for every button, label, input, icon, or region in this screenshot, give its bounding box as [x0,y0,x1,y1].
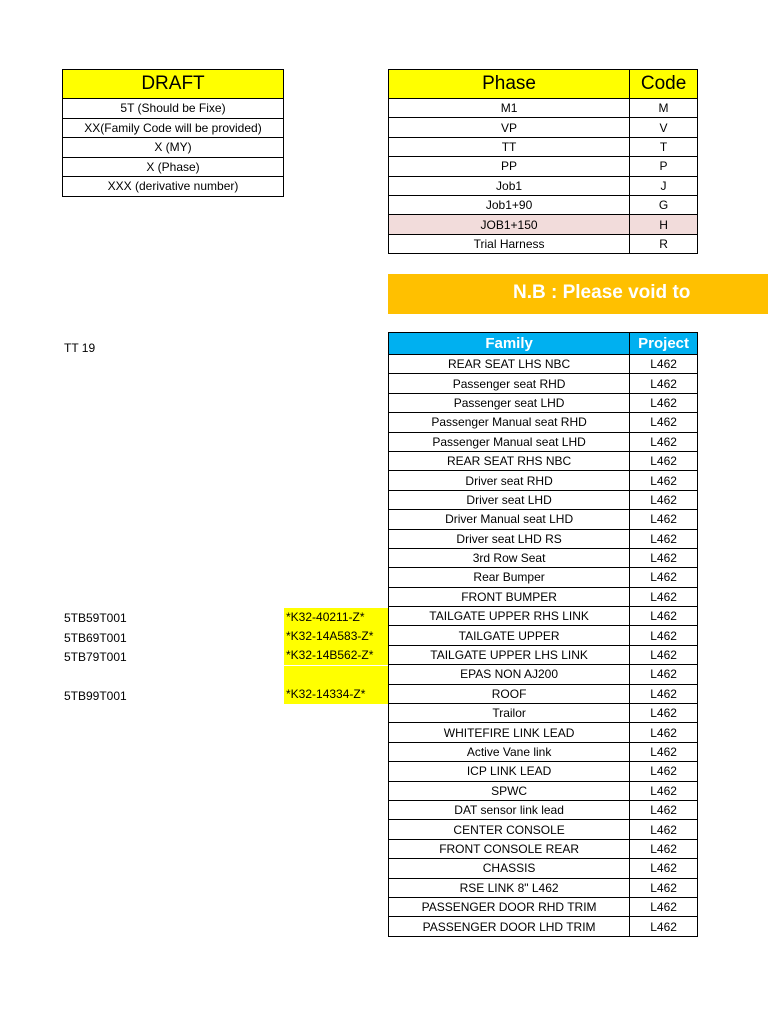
table-row [389,548,698,567]
project-cell[interactable]: L462 [630,432,698,451]
table-row [389,393,698,412]
family-cell[interactable]: WHITEFIRE LINK LEAD [389,723,630,742]
family-cell[interactable]: SPWC [389,781,630,800]
code-header[interactable]: Code [630,70,698,99]
part-number[interactable]: 5TB99T001 [64,689,127,703]
family-cell[interactable]: 3rd Row Seat [389,548,630,567]
project-cell[interactable]: L462 [630,762,698,781]
phase-cell[interactable]: PP [389,157,630,176]
family-cell[interactable]: TAILGATE UPPER LHS LINK [389,645,630,664]
family-cell[interactable]: Trailor [389,704,630,723]
table-row [389,176,698,195]
family-cell[interactable]: FRONT BUMPER [389,587,630,606]
phase-cell[interactable]: VP [389,118,630,137]
family-cell[interactable]: REAR SEAT RHS NBC [389,451,630,470]
table-row [389,820,698,839]
project-cell[interactable]: L462 [630,510,698,529]
project-cell[interactable]: L462 [630,355,698,374]
family-cell[interactable]: DAT sensor link lead [389,800,630,819]
table-row [389,490,698,509]
part-reference[interactable]: *K32-14B562-Z* [284,646,388,665]
project-cell[interactable]: L462 [630,897,698,916]
draft-row[interactable]: 5T (Should be Fixe) [63,99,284,119]
family-cell[interactable]: RSE LINK 8" L462 [389,878,630,897]
family-cell[interactable]: ICP LINK LEAD [389,762,630,781]
table-row [389,587,698,606]
table-row [389,684,698,703]
code-cell[interactable]: M [630,99,698,118]
table-row [389,878,698,897]
project-cell[interactable]: L462 [630,665,698,684]
family-cell[interactable]: Passenger seat RHD [389,374,630,393]
table-row [389,157,698,176]
project-cell[interactable]: L462 [630,917,698,936]
table-row [389,118,698,137]
project-cell[interactable]: L462 [630,820,698,839]
table-row [389,568,698,587]
code-cell[interactable]: P [630,157,698,176]
code-cell[interactable]: J [630,176,698,195]
project-cell[interactable]: L462 [630,859,698,878]
project-cell[interactable]: L462 [630,704,698,723]
part-number[interactable]: 5TB69T001 [64,631,127,645]
phase-cell[interactable]: TT [389,137,630,156]
table-row [389,800,698,819]
family-cell[interactable]: Passenger Manual seat RHD [389,413,630,432]
table-row [389,704,698,723]
empty-highlight-cell[interactable] [284,666,388,685]
family-cell[interactable]: PASSENGER DOOR RHD TRIM [389,897,630,916]
part-number[interactable]: 5TB59T001 [64,611,127,625]
table-row [389,215,698,234]
tt-label[interactable]: TT 19 [64,341,96,355]
table-row [389,859,698,878]
project-cell[interactable]: L462 [630,587,698,606]
project-cell[interactable]: L462 [630,626,698,645]
family-cell[interactable]: TAILGATE UPPER RHS LINK [389,607,630,626]
family-cell[interactable]: Active Vane link [389,742,630,761]
note-banner[interactable]: N.B : Please void to [388,274,768,314]
family-cell[interactable]: CHASSIS [389,859,630,878]
part-reference[interactable]: *K32-14334-Z* [284,685,388,704]
table-row [389,917,698,936]
table-row [389,529,698,548]
family-cell[interactable]: REAR SEAT LHS NBC [389,355,630,374]
table-row [389,355,698,374]
project-cell[interactable]: L462 [630,374,698,393]
table-row [389,742,698,761]
family-cell[interactable]: FRONT CONSOLE REAR [389,839,630,858]
code-cell[interactable]: T [630,137,698,156]
family-cell[interactable]: Driver Manual seat LHD [389,510,630,529]
table-row [389,607,698,626]
family-cell[interactable]: Driver seat RHD [389,471,630,490]
table-row [389,413,698,432]
project-cell[interactable]: L462 [630,393,698,412]
project-cell[interactable]: L462 [630,781,698,800]
project-cell[interactable]: L462 [630,451,698,470]
family-cell[interactable]: EPAS NON AJ200 [389,665,630,684]
family-cell[interactable]: Driver seat LHD [389,490,630,509]
table-row [389,665,698,684]
project-cell[interactable]: L462 [630,471,698,490]
family-cell[interactable]: ROOF [389,684,630,703]
table-row [389,471,698,490]
table-row [389,897,698,916]
table-row [389,234,698,253]
phase-cell[interactable]: JOB1+150 [389,215,630,234]
project-cell[interactable]: L462 [630,413,698,432]
family-table-body [389,355,698,937]
project-cell[interactable]: L462 [630,839,698,858]
project-cell[interactable]: L462 [630,878,698,897]
table-row [389,626,698,645]
family-cell[interactable]: Rear Bumper [389,568,630,587]
project-header[interactable]: Project [630,333,698,355]
draft-table [62,69,284,197]
phase-cell[interactable]: M1 [389,99,630,118]
project-cell[interactable]: L462 [630,800,698,819]
project-cell[interactable]: L462 [630,568,698,587]
table-row [389,195,698,214]
phase-cell[interactable]: Job1 [389,176,630,195]
code-cell[interactable]: V [630,118,698,137]
phase-cell[interactable]: Trial Harness [389,234,630,253]
project-cell[interactable]: L462 [630,723,698,742]
project-cell[interactable]: L462 [630,684,698,703]
part-reference[interactable]: *K32-14A583-Z* [284,627,388,646]
project-cell[interactable]: L462 [630,490,698,509]
draft-row[interactable]: X (MY) [63,138,284,158]
project-cell[interactable]: L462 [630,645,698,664]
phase-cell[interactable]: Job1+90 [389,195,630,214]
table-row [389,432,698,451]
table-row [389,839,698,858]
table-row [389,374,698,393]
table-row [389,99,698,118]
phase-code-table [388,69,698,254]
project-cell[interactable]: L462 [630,529,698,548]
table-row [389,762,698,781]
table-row [389,781,698,800]
draft-row[interactable]: X (Phase) [63,157,284,177]
draft-header[interactable]: DRAFT [63,70,284,99]
family-header[interactable]: Family [389,333,630,355]
family-cell[interactable]: PASSENGER DOOR LHD TRIM [389,917,630,936]
table-row [389,645,698,664]
phase-header[interactable]: Phase [389,70,630,99]
code-cell[interactable]: H [630,215,698,234]
family-project-table [388,332,698,937]
family-cell[interactable]: Passenger Manual seat LHD [389,432,630,451]
draft-row[interactable]: XXX (derivative number) [63,177,284,197]
code-cell[interactable]: G [630,195,698,214]
family-cell[interactable]: Driver seat LHD RS [389,529,630,548]
table-row [389,723,698,742]
family-cell[interactable]: TAILGATE UPPER [389,626,630,645]
table-row [389,451,698,470]
family-cell[interactable]: Passenger seat LHD [389,393,630,412]
part-reference[interactable]: *K32-40211-Z* [284,608,388,627]
project-cell[interactable]: L462 [630,742,698,761]
code-cell[interactable]: R [630,234,698,253]
table-row [389,137,698,156]
project-cell[interactable]: L462 [630,607,698,626]
draft-row[interactable]: XX(Family Code will be provided) [63,118,284,138]
project-cell[interactable]: L462 [630,548,698,567]
part-number[interactable]: 5TB79T001 [64,650,127,664]
table-row [389,510,698,529]
family-cell[interactable]: CENTER CONSOLE [389,820,630,839]
